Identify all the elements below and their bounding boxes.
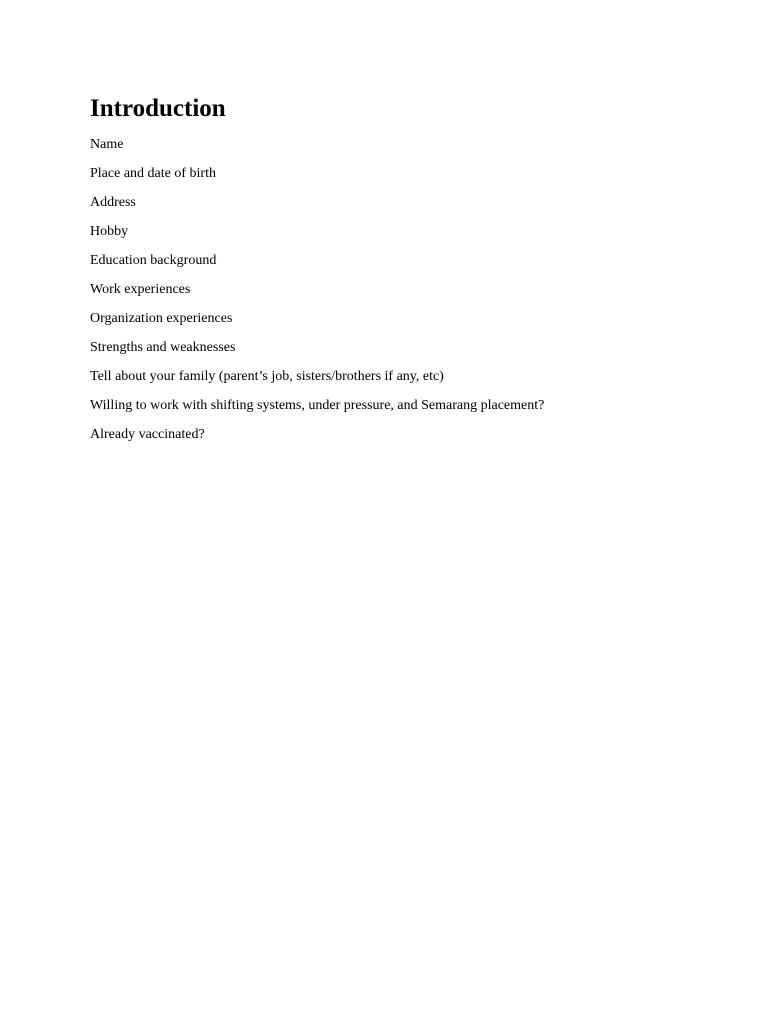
list-item-willing-to-work: Willing to work with shifting systems, under pressure, and Semarang placement? [90,398,545,413]
list-item-hobby: Hobby [90,224,129,239]
list-item-strengths-weaknesses: Strengths and weaknesses [90,340,236,355]
list-item-family: Tell about your family (parent’s job, sisters/brothers if any, etc) [90,369,444,384]
list-item-address: Address [90,195,136,210]
list-item-organization-experiences: Organization experiences [90,311,233,326]
question-list [90,130,730,449]
list-item-vaccinated: Already vaccinated? [90,427,205,442]
document-content [90,92,730,449]
list-item-place-date-of-birth: Place and date of birth [90,166,216,181]
list-item-name: Name [90,137,124,152]
page-title: Introduction [90,95,226,122]
list-item-work-experiences: Work experiences [90,282,191,297]
list-item-education-background: Education background [90,253,217,268]
